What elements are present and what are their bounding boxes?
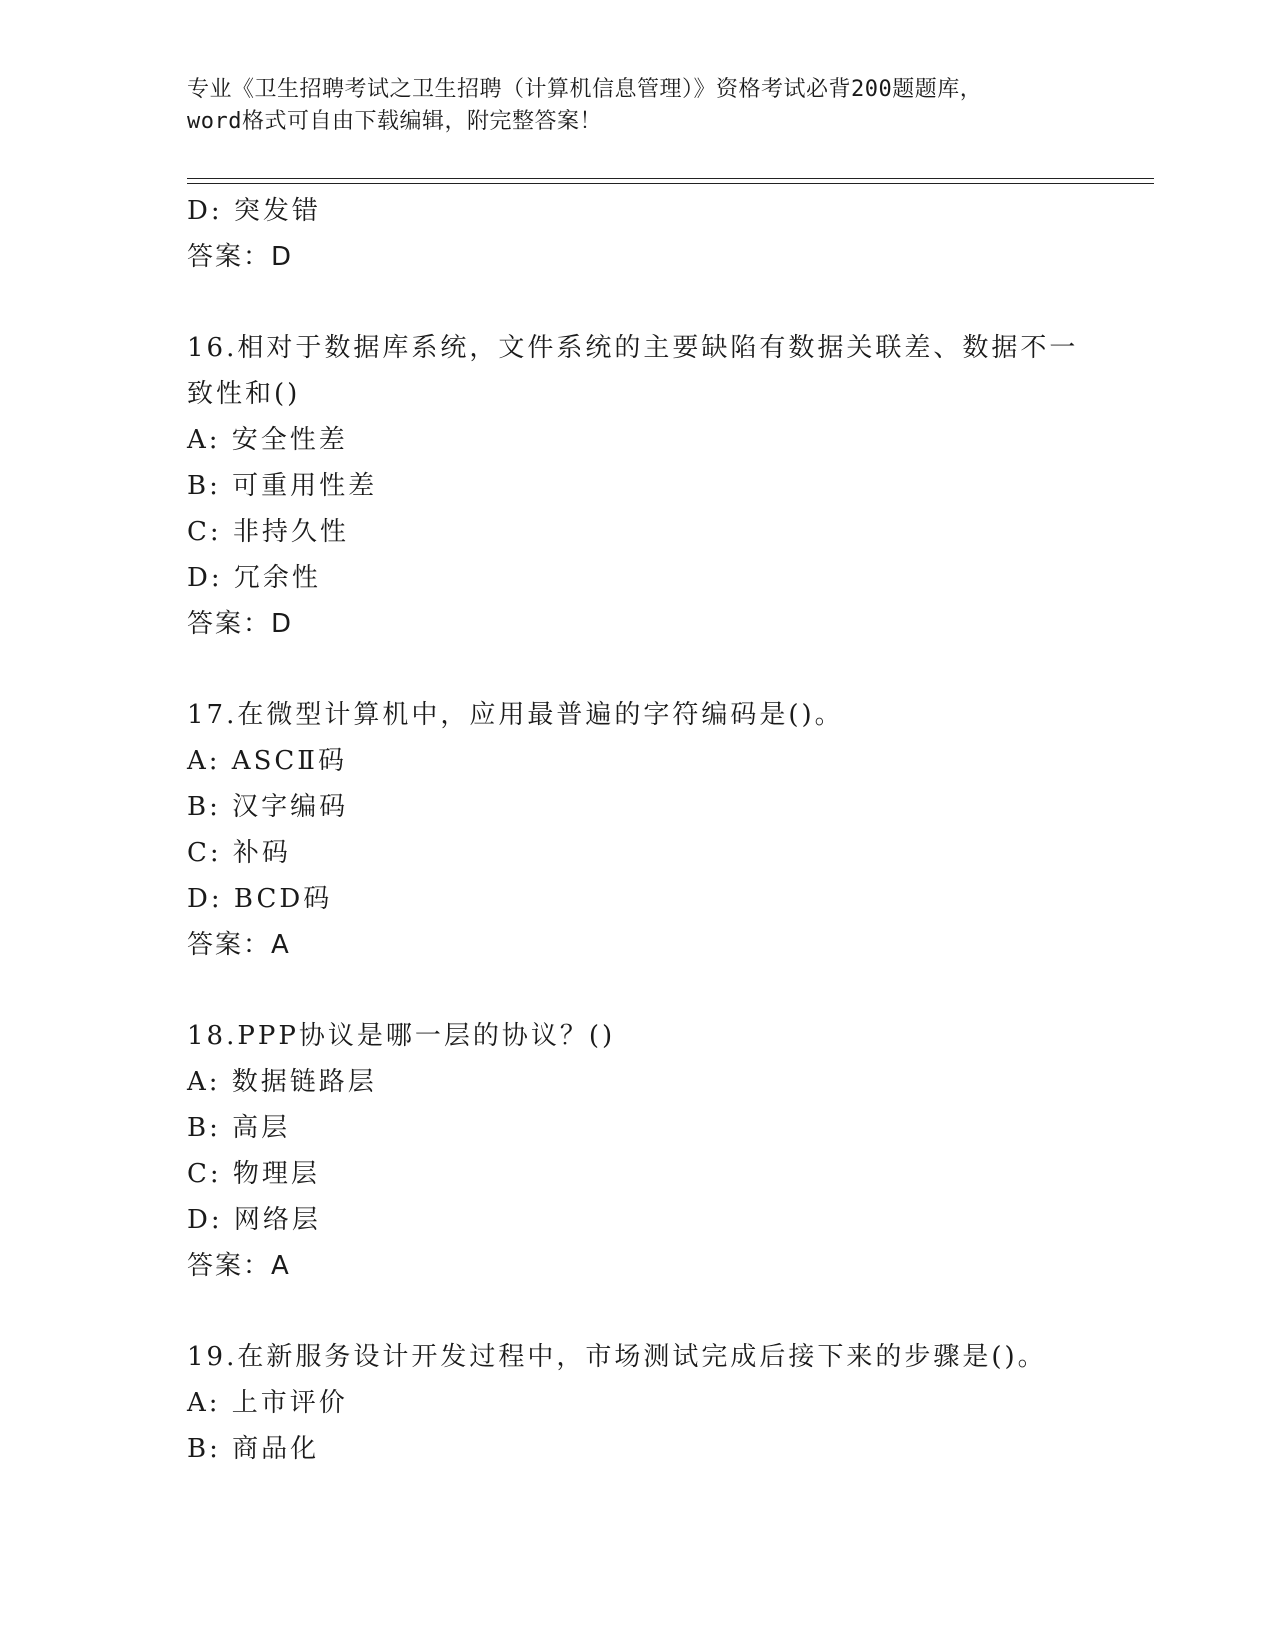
option-a: A: ASCⅡ码 xyxy=(187,746,347,776)
question-19 xyxy=(187,1334,1107,1472)
option-d: D: 网络层 xyxy=(187,1205,321,1235)
answer-label: 答案：D xyxy=(187,609,294,639)
option-d: D: 冗余性 xyxy=(187,563,321,593)
option-d: D: BCD码 xyxy=(187,884,333,914)
question-15-tail xyxy=(187,188,1107,280)
document-header xyxy=(187,74,1107,138)
question-stem-continued: 致性和() xyxy=(187,379,301,409)
option-a: A: 安全性差 xyxy=(187,425,348,455)
answer-label: 答案：D xyxy=(187,242,294,272)
option-b: B: 可重用性差 xyxy=(187,471,378,501)
option-c: C: 补码 xyxy=(187,838,291,868)
question-stem: 19.在新服务设计开发过程中，市场测试完成后接下来的步骤是()。 xyxy=(187,1342,1047,1372)
question-17 xyxy=(187,692,1107,968)
header-divider-bottom xyxy=(187,183,1154,184)
option-b: B: 商品化 xyxy=(187,1434,320,1464)
question-16 xyxy=(187,325,1107,647)
question-list xyxy=(187,188,1107,1472)
option-a: A: 上市评价 xyxy=(187,1388,348,1418)
header-divider-top xyxy=(187,178,1154,179)
question-stem: 18.PPP协议是哪一层的协议？() xyxy=(187,1021,616,1051)
header-line-2: word格式可自由下载编辑，附完整答案！ xyxy=(187,109,602,134)
answer-label: 答案：A xyxy=(187,930,291,960)
answer-label: 答案：A xyxy=(187,1251,291,1281)
option-c: C: 物理层 xyxy=(187,1159,320,1189)
option-c: C: 非持久性 xyxy=(187,517,349,547)
option-b: B: 汉字编码 xyxy=(187,792,349,822)
question-stem: 16.相对于数据库系统，文件系统的主要缺陷有数据关联差、数据不一 xyxy=(187,333,1079,363)
option-b: B: 高层 xyxy=(187,1113,291,1143)
option-a: A: 数据链路层 xyxy=(187,1067,377,1097)
question-stem: 17.在微型计算机中，应用最普遍的字符编码是()。 xyxy=(187,700,844,730)
question-18 xyxy=(187,1013,1107,1289)
option-d: D: 突发错 xyxy=(187,196,321,226)
header-line-1: 专业《卫生招聘考试之卫生招聘（计算机信息管理）》资格考试必背200题题库， xyxy=(187,77,983,102)
